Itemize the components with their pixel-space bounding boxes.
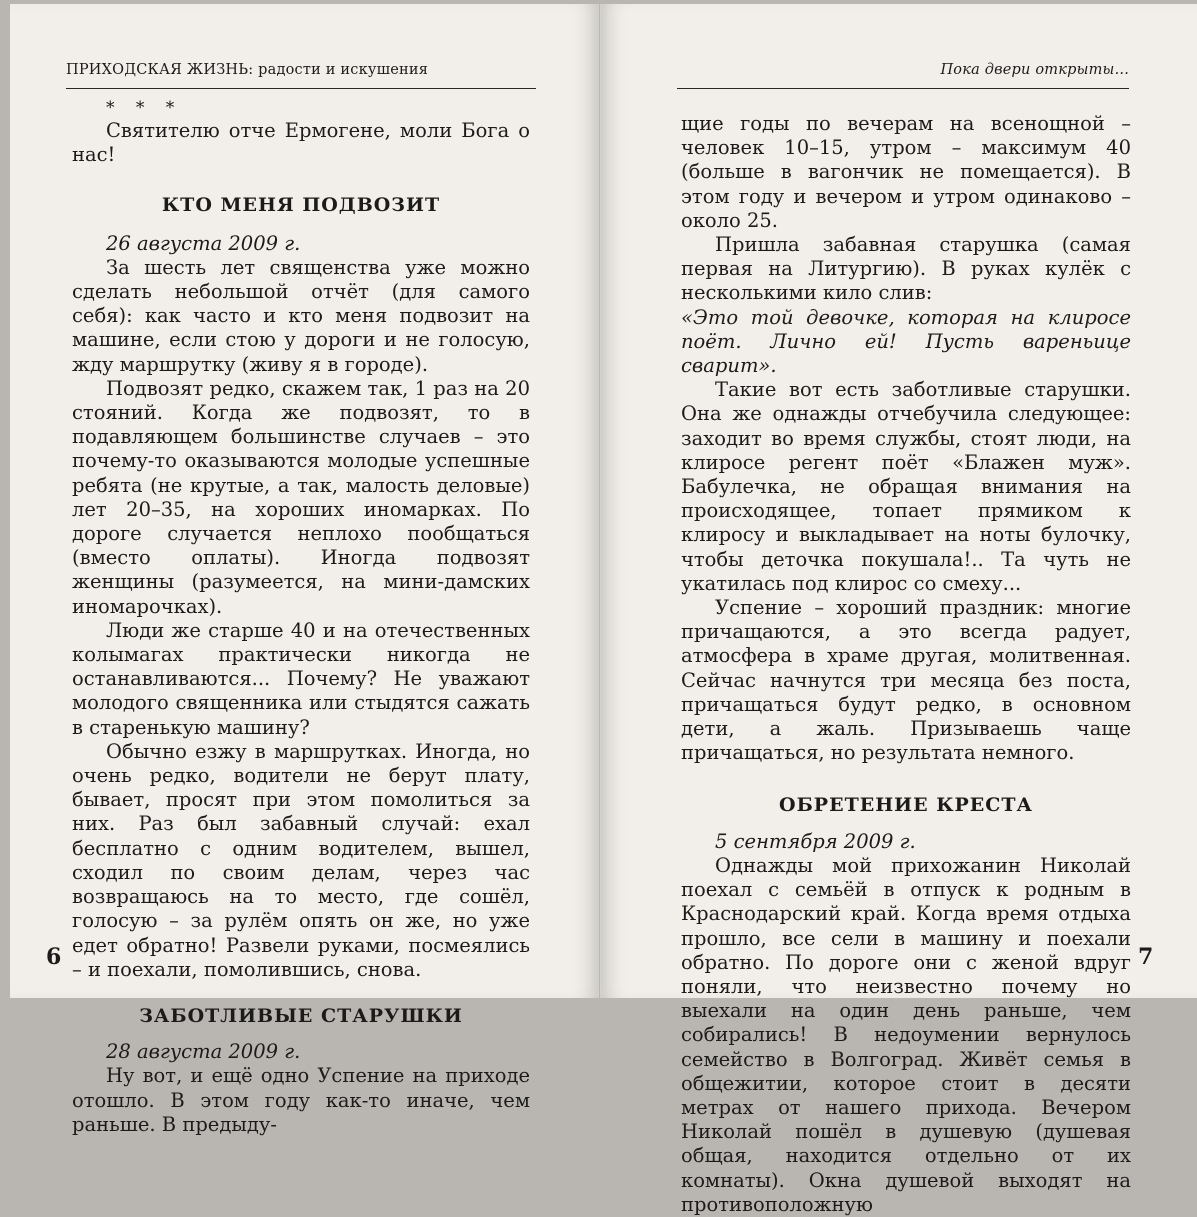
header-rule-left	[66, 88, 536, 89]
paragraph: щие годы по вечерам на всенощной – человек 10–15, утром – максимум 40 (больше в вагончик не помещается). В этом году и вечером и утром одинаково – около 25.	[681, 112, 1131, 232]
dedication: Святителю отче Ермогене, моли Бога о нас!	[72, 119, 530, 167]
paragraph: Успение – хороший праздник: многие причащаются, а это всегда радует, атмосфера в храме другая, молитвенная. Сейчас начнутся три месяца без поста, причащаться будут редко, в основном дети, а жаль. Призываешь чаще причащаться, но результата немного.	[681, 596, 1131, 765]
paragraph: Ну вот, и ещё одно Успение на приходе отошло. В этом году как-то иначе, чем раньше. В предыду-	[72, 1064, 530, 1136]
section-title-1: КТО МЕНЯ ПОДВОЗИТ	[161, 194, 441, 217]
paragraph: Пришла забавная старушка (самая первая на Литургию). В руках кулёк с несколькими кило слив:	[681, 233, 1131, 305]
right-page-text	[681, 112, 1131, 1217]
section-date-2: 28 августа 2009 г.	[106, 1040, 301, 1064]
page-number-right: 7	[1138, 944, 1154, 970]
section-separator: * * *	[106, 98, 183, 118]
running-head-right: Пока двери открыты...	[940, 62, 1129, 78]
paragraph: Обычно езжу в маршрутках. Иногда, но очень редко, водители не берут плату, бывает, просят при этом помолиться за них. Раз был забавный случай: ехал бесплатно с одним водителем, вышел, сходил по своим делам, через час возвращаюсь на то место, где сошёл, голосую – за рулём опять он же, но уже едет обратно! Развели руками, посмеялись – и поехали, помолившись, снова.	[72, 739, 530, 981]
paragraph: Подвозят редко, скажем так, 1 раз на 20 стояний. Когда же подвозят, то в подавляющем большинстве случаев – это почему-то оказываются молодые успешные ребята (не крутые, а так, малость деловые) лет 20–35, на хороших иномарках. По дороге случается неплохо пообщаться (вместо оплаты). Иногда подвозят женщины (разумеется, на мини-дамских иномарочках).	[72, 376, 530, 618]
paragraph: Такие вот есть заботливые старушки. Она же однажды отчебучила следующее: заходит во время службы, стоят люди, на клиросе регент поёт «Блажен муж». Бабулечка, не обращая внимания на происходящее, топает прямиком к клиросу и выкладывает на ноты булочку, чтобы деточка покушала!.. Та чуть не укатилась под клирос со смеху...	[681, 378, 1131, 595]
running-head-left: ПРИХОДСКАЯ ЖИЗНЬ: радости и искушения	[66, 62, 429, 78]
page-number-left: 6	[46, 944, 62, 970]
section-title-2: ЗАБОТЛИВЫЕ СТАРУШКИ	[139, 1004, 463, 1027]
paragraph: Однажды мой прихожанин Николай поехал с семьёй в отпуск к родным в Краснодарский край. Когда время отдыха прошло, все сели в машину и поехали обратно. По дороге они с женой вдруг поняли, что неизвестно почему но выехали на один день раньше, чем собирались! В недоумении вернулось семейство в Волгоград. Живёт семья в общежитии, которое стоит в десяти метрах от нашего прихода. Вечером Николай пошёл в душевую (душевая общая, находится отдельно от их комнаты). Окна душевой выходят на противоположную	[681, 853, 1131, 1216]
header-rule-right	[677, 88, 1129, 89]
quote: «Это той девочке, которая на клиросе поёт. Лично ей! Пусть вареньице сварит».	[681, 305, 1131, 378]
paragraph: Люди же старше 40 и на отечественных колымагах практически никогда не останавливаются... Почему? Не уважают молодого священника или стыдятся сажать в старенькую машину?	[72, 618, 530, 739]
section-date-1: 26 августа 2009 г.	[106, 231, 301, 255]
left-page-text	[72, 97, 530, 1137]
right-page	[600, 4, 1197, 1216]
left-page	[10, 4, 599, 1136]
section-title-3: ОБРЕТЕНИЕ КРЕСТА	[779, 794, 1033, 817]
paragraph: За шесть лет священства уже можно сделать небольшой отчёт (для самого себя): как часто и кто меня подвозит на машине, если стою у дороги и не голосую, жду маршрутку (живу я в городе).	[72, 255, 530, 376]
section-date-3: 5 сентября 2009 г.	[715, 829, 916, 853]
